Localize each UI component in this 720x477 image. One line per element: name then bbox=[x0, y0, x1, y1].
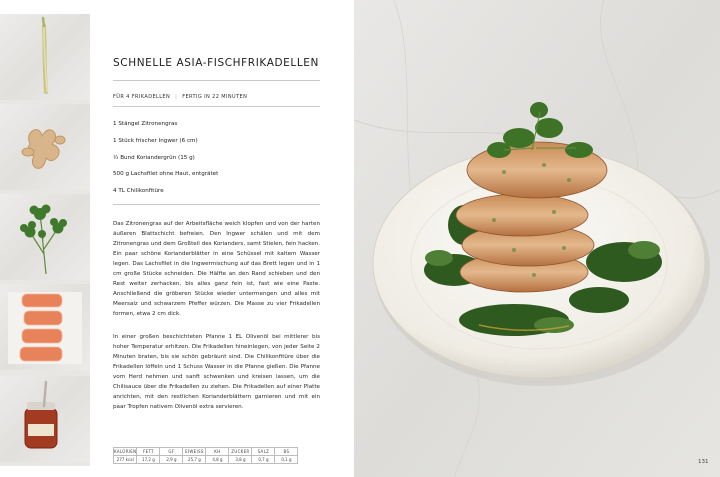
nutrition-value: 0,1 g bbox=[275, 456, 298, 464]
recipe-meta: FÜR 4 FRIKADELLEN | FERTIG IN 22 MINUTEN bbox=[113, 94, 248, 100]
nutrition-header: GF bbox=[160, 448, 183, 456]
title-divider bbox=[113, 80, 320, 81]
nutrition-value: 2,9 g bbox=[160, 456, 183, 464]
ingredient-item: 500 g Lachsfilet ohne Haut, entgrätet bbox=[113, 171, 219, 177]
nutrition-header: ZUCKER bbox=[229, 448, 252, 456]
nutrition-value: 25,7 g bbox=[183, 456, 206, 464]
fishcake-photo bbox=[354, 0, 720, 477]
nutrition-header: SALZ bbox=[252, 448, 275, 456]
ginger-image bbox=[0, 104, 90, 190]
nutrition-header-row bbox=[114, 448, 298, 456]
nutrition-header: KALORIEN bbox=[114, 449, 137, 454]
recipe-page bbox=[90, 0, 354, 477]
nutrition-value: 277 kcal bbox=[114, 456, 137, 464]
chili-jam-image bbox=[0, 376, 90, 462]
ingredient-photo-strip bbox=[0, 14, 90, 466]
salmon-image bbox=[0, 284, 90, 370]
ingredient-item: ½ Bund Koriandergrün (15 g) bbox=[113, 155, 195, 161]
method-step-1: Das Zitronengras auf der Arbeitsfläche weich klopfen und von der harten äußeren Blattschicht befreien. Den Ingwer schälen und mit dem Zitronengras und dem Großteil des Korianders, samt Stielen, fein hacken. Ein paar schöne Korianderblätter in eine Schüssel mit kaltem Wasser legen. Das Lachsfilet in die Ingwermischung auf das Brett legen und in 1 cm große Stücke schneiden. Die Hälfte an den Rand schieben und den Rest weiter zerhacken, bis alles ganz fein ist, fast wie eine Paste. Anschließend die gröberen Stücke wieder untermengen und alles mit Meersalz und schwarzem Pfeffer würzen. Die Masse zu vier Frikadellen formen, etwa 2 cm dick. bbox=[113, 221, 320, 317]
ingredient-item: 4 TL Chilikonfitüre bbox=[113, 188, 164, 194]
ingredients-divider bbox=[113, 204, 320, 205]
ingredient-item: 1 Stück frischer Ingwer (6 cm) bbox=[113, 138, 198, 144]
servings-label: FÜR 4 FRIKADELLEN bbox=[113, 94, 171, 100]
recipe-title: SCHNELLE ASIA-FISCHFRIKADELLEN bbox=[113, 57, 319, 69]
nutrition-value: 4,8 g bbox=[206, 456, 229, 464]
nutrition-header: KH bbox=[206, 448, 229, 456]
nutrition-value: 17,2 g bbox=[137, 456, 160, 464]
meta-divider bbox=[113, 106, 320, 107]
nutrition-value-row bbox=[114, 456, 298, 464]
nutrition-header: EIWEISS bbox=[183, 448, 206, 456]
ingredient-item: 1 Stängel Zitronengras bbox=[113, 121, 178, 127]
nutrition-value: 3,8 g bbox=[229, 456, 252, 464]
nutrition-value: 0,7 g bbox=[252, 456, 275, 464]
nutrition-header: FETT bbox=[137, 448, 160, 456]
nutrition-table bbox=[113, 447, 298, 464]
time-label: FERTIG IN 22 MINUTEN bbox=[182, 94, 248, 100]
method-step-2: In einer großen beschichteten Pfanne 1 EL Olivenöl bei mittlerer bis hoher Temperatur erhitzen. Die Frikadellen hineinlegen, von jeder Seite 2 Minuten braten, bis sie schön gebräunt sind. Die Chilikonfitüre über die Frikadellen löffeln und 1 Schuss Wasser in die Pfanne gießen. Die Pfanne vom Herd nehmen und sanft schwenken und kreisen lassen, um die Chilisauce über die Frikadellen zu ziehen. Die Frikadellen auf einer Platte anrichten, mit den restlichen Korianderblättern garnieren und mit ein paar Tropfen nativem Olivenöl extra servieren. bbox=[113, 334, 320, 410]
page-number: 131 bbox=[698, 459, 709, 465]
lemongrass-image bbox=[0, 14, 90, 100]
nutrition-header: BS bbox=[275, 448, 298, 456]
coriander-image bbox=[0, 194, 90, 280]
